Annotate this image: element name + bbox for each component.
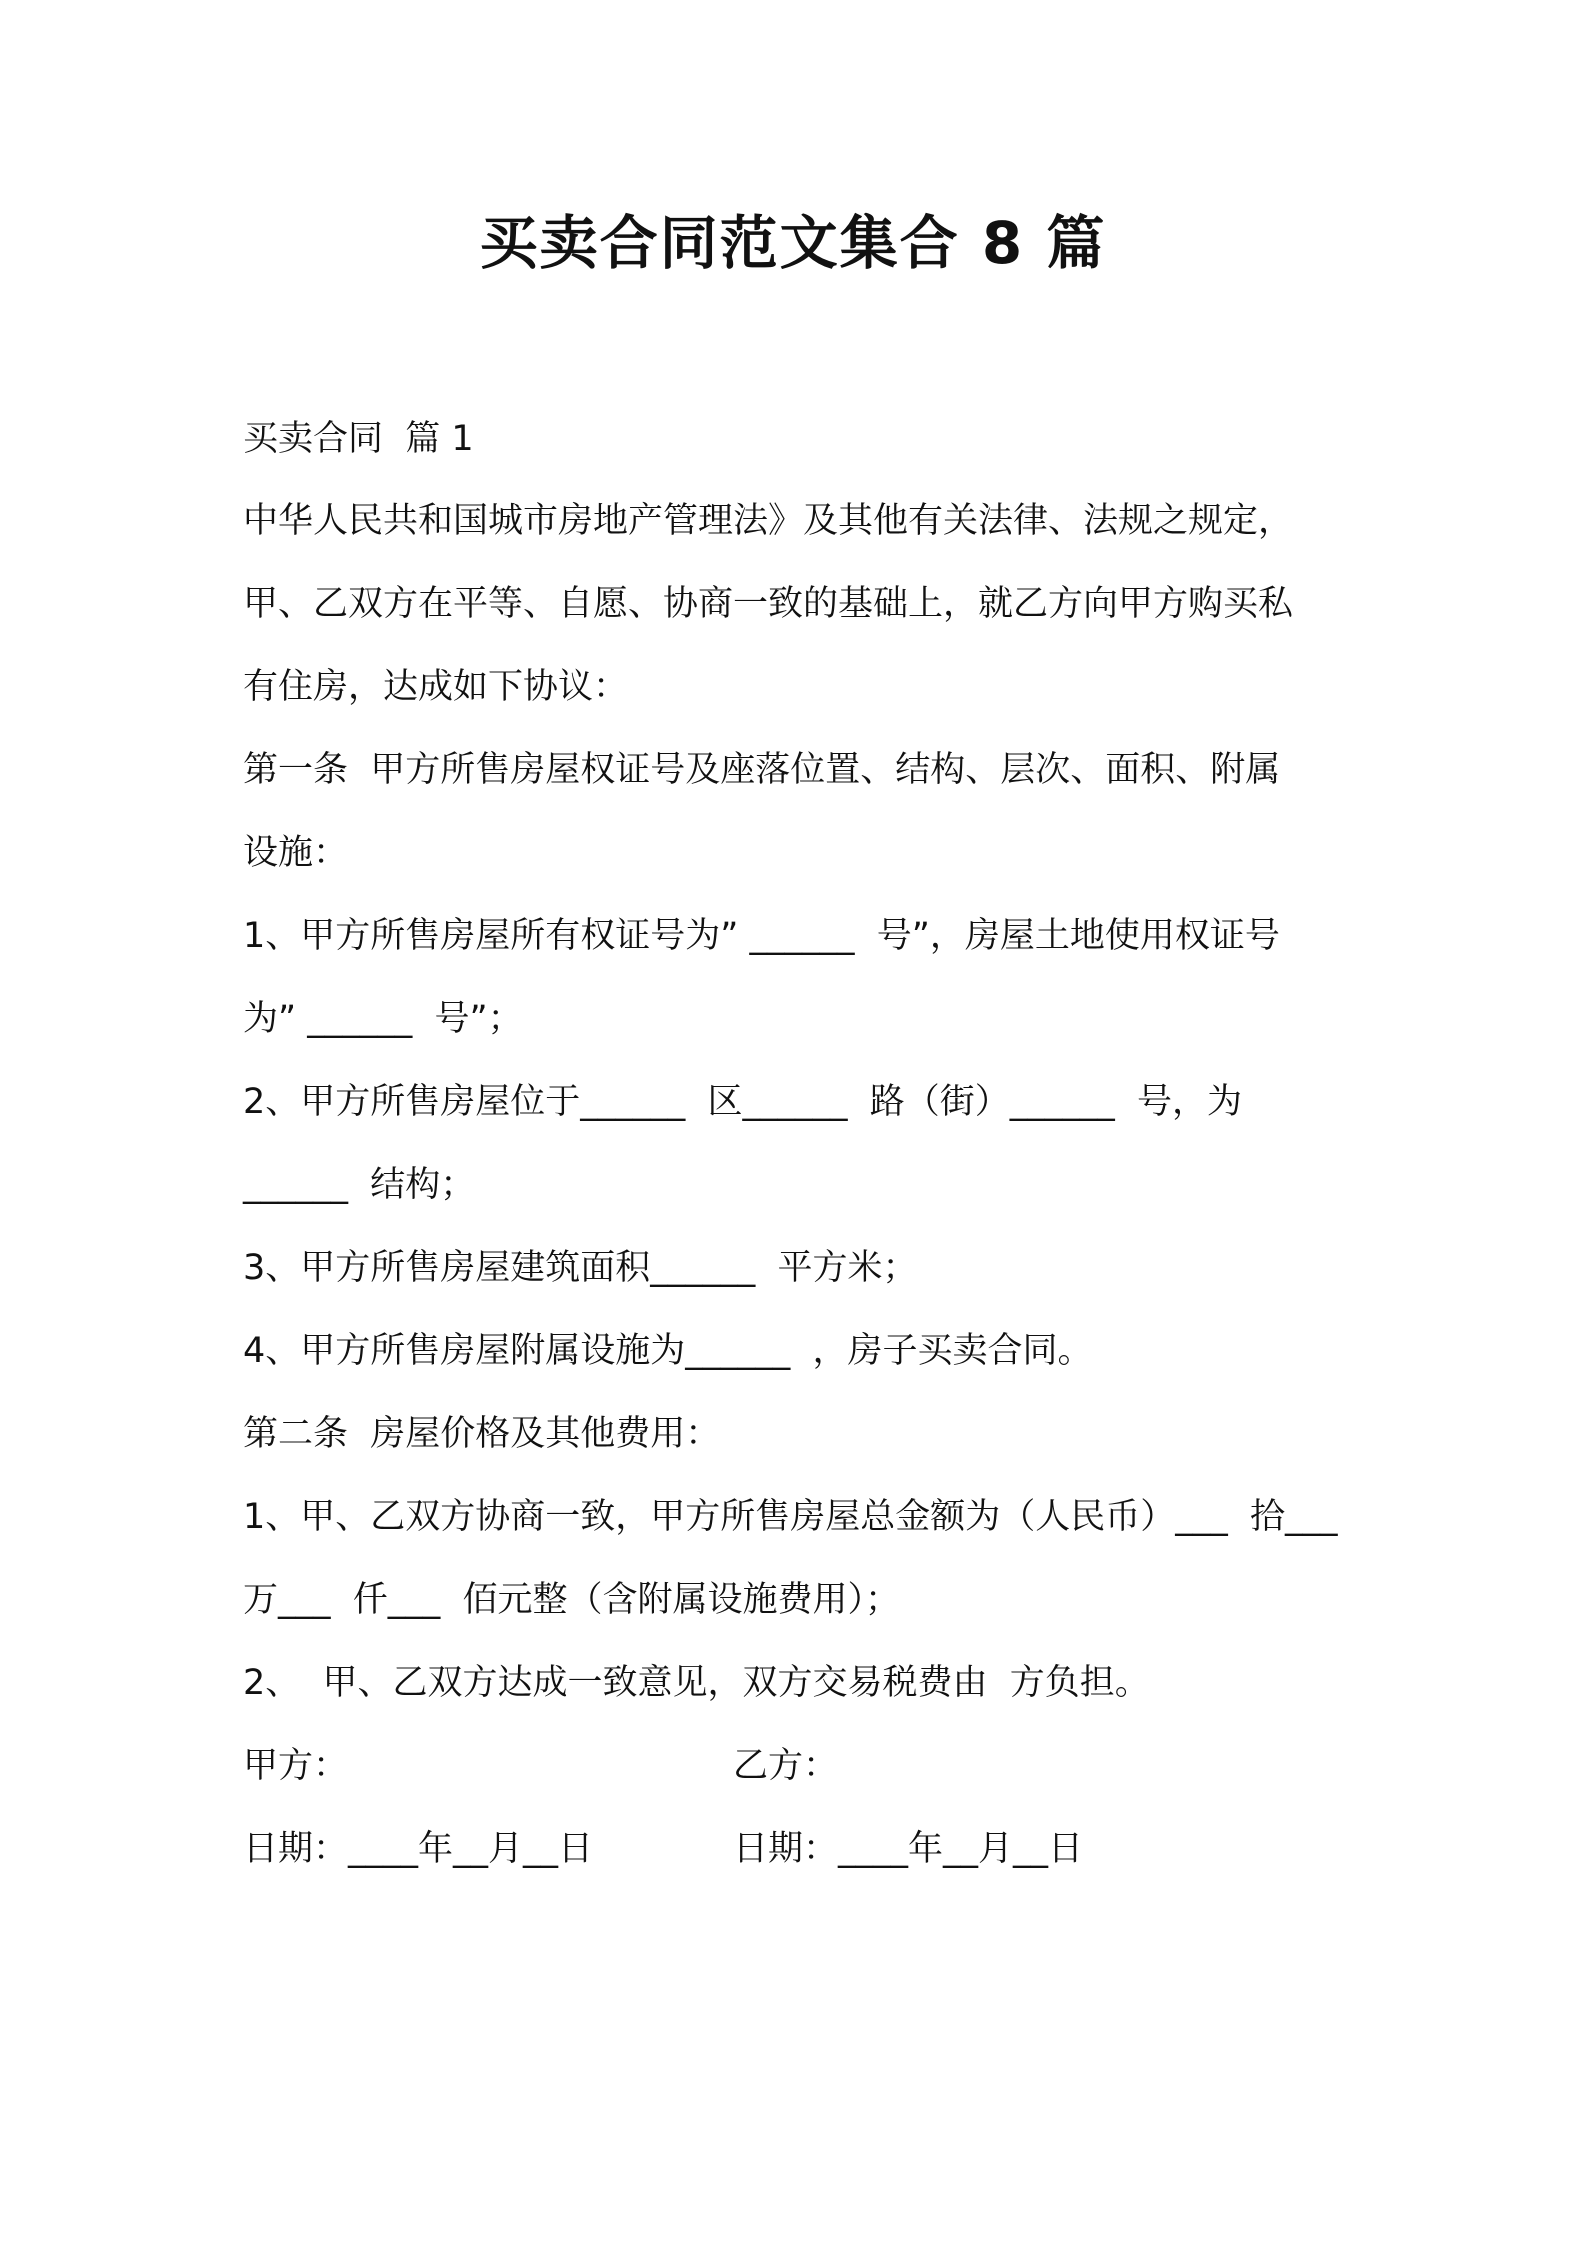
paragraph-line: 1、甲方所售房屋所有权证号为” ______ 号”，房屋土地使用权证号: [243, 916, 1280, 956]
paragraph-line: 为” ______ 号”；: [243, 999, 523, 1039]
party-a-date: 日期：____年__月__日: [243, 1829, 594, 1869]
party-b-date: 日期：____年__月__日: [733, 1829, 1084, 1869]
paragraph-line: 第一条 甲方所售房屋权证号及座落位置、结构、层次、面积、附属: [243, 750, 1281, 790]
paragraph-line: 第二条 房屋价格及其他费用：: [243, 1414, 721, 1454]
party-b-label: 乙方：: [733, 1746, 839, 1786]
section-heading: 买卖合同 篇 1: [243, 419, 474, 459]
paragraph-line: 万___ 仟___ 佰元整（含附属设施费用）；: [243, 1580, 901, 1620]
paragraph-line: ______ 结构；: [243, 1165, 476, 1205]
paragraph-line: 1、甲、乙双方协商一致，甲方所售房屋总金额为（人民币）___ 拾___: [243, 1497, 1338, 1537]
document-title: 买卖合同范文集合 8 篇: [479, 209, 1107, 277]
paragraph-line: 2、甲方所售房屋位于______ 区______ 路（街）______ 号，为: [243, 1082, 1243, 1122]
paragraph-line: 4、甲方所售房屋附属设施为______ ，房子买卖合同。: [243, 1331, 1093, 1371]
party-a-label: 甲方：: [243, 1746, 349, 1786]
paragraph-line: 有住房，达成如下协议：: [243, 667, 629, 707]
paragraph-line: 3、甲方所售房屋建筑面积______ 平方米；: [243, 1248, 918, 1288]
paragraph-line: 中华人民共和国城市房地产管理法》及其他有关法律、法规之规定，: [243, 501, 1294, 541]
paragraph-line: 设施：: [243, 833, 349, 873]
paragraph-line: 甲、乙双方在平等、自愿、协商一致的基础上，就乙方向甲方购买私: [243, 584, 1294, 624]
paragraph-line: 2、 甲、乙双方达成一致意见，双方交易税费由 方负担。: [243, 1663, 1150, 1703]
